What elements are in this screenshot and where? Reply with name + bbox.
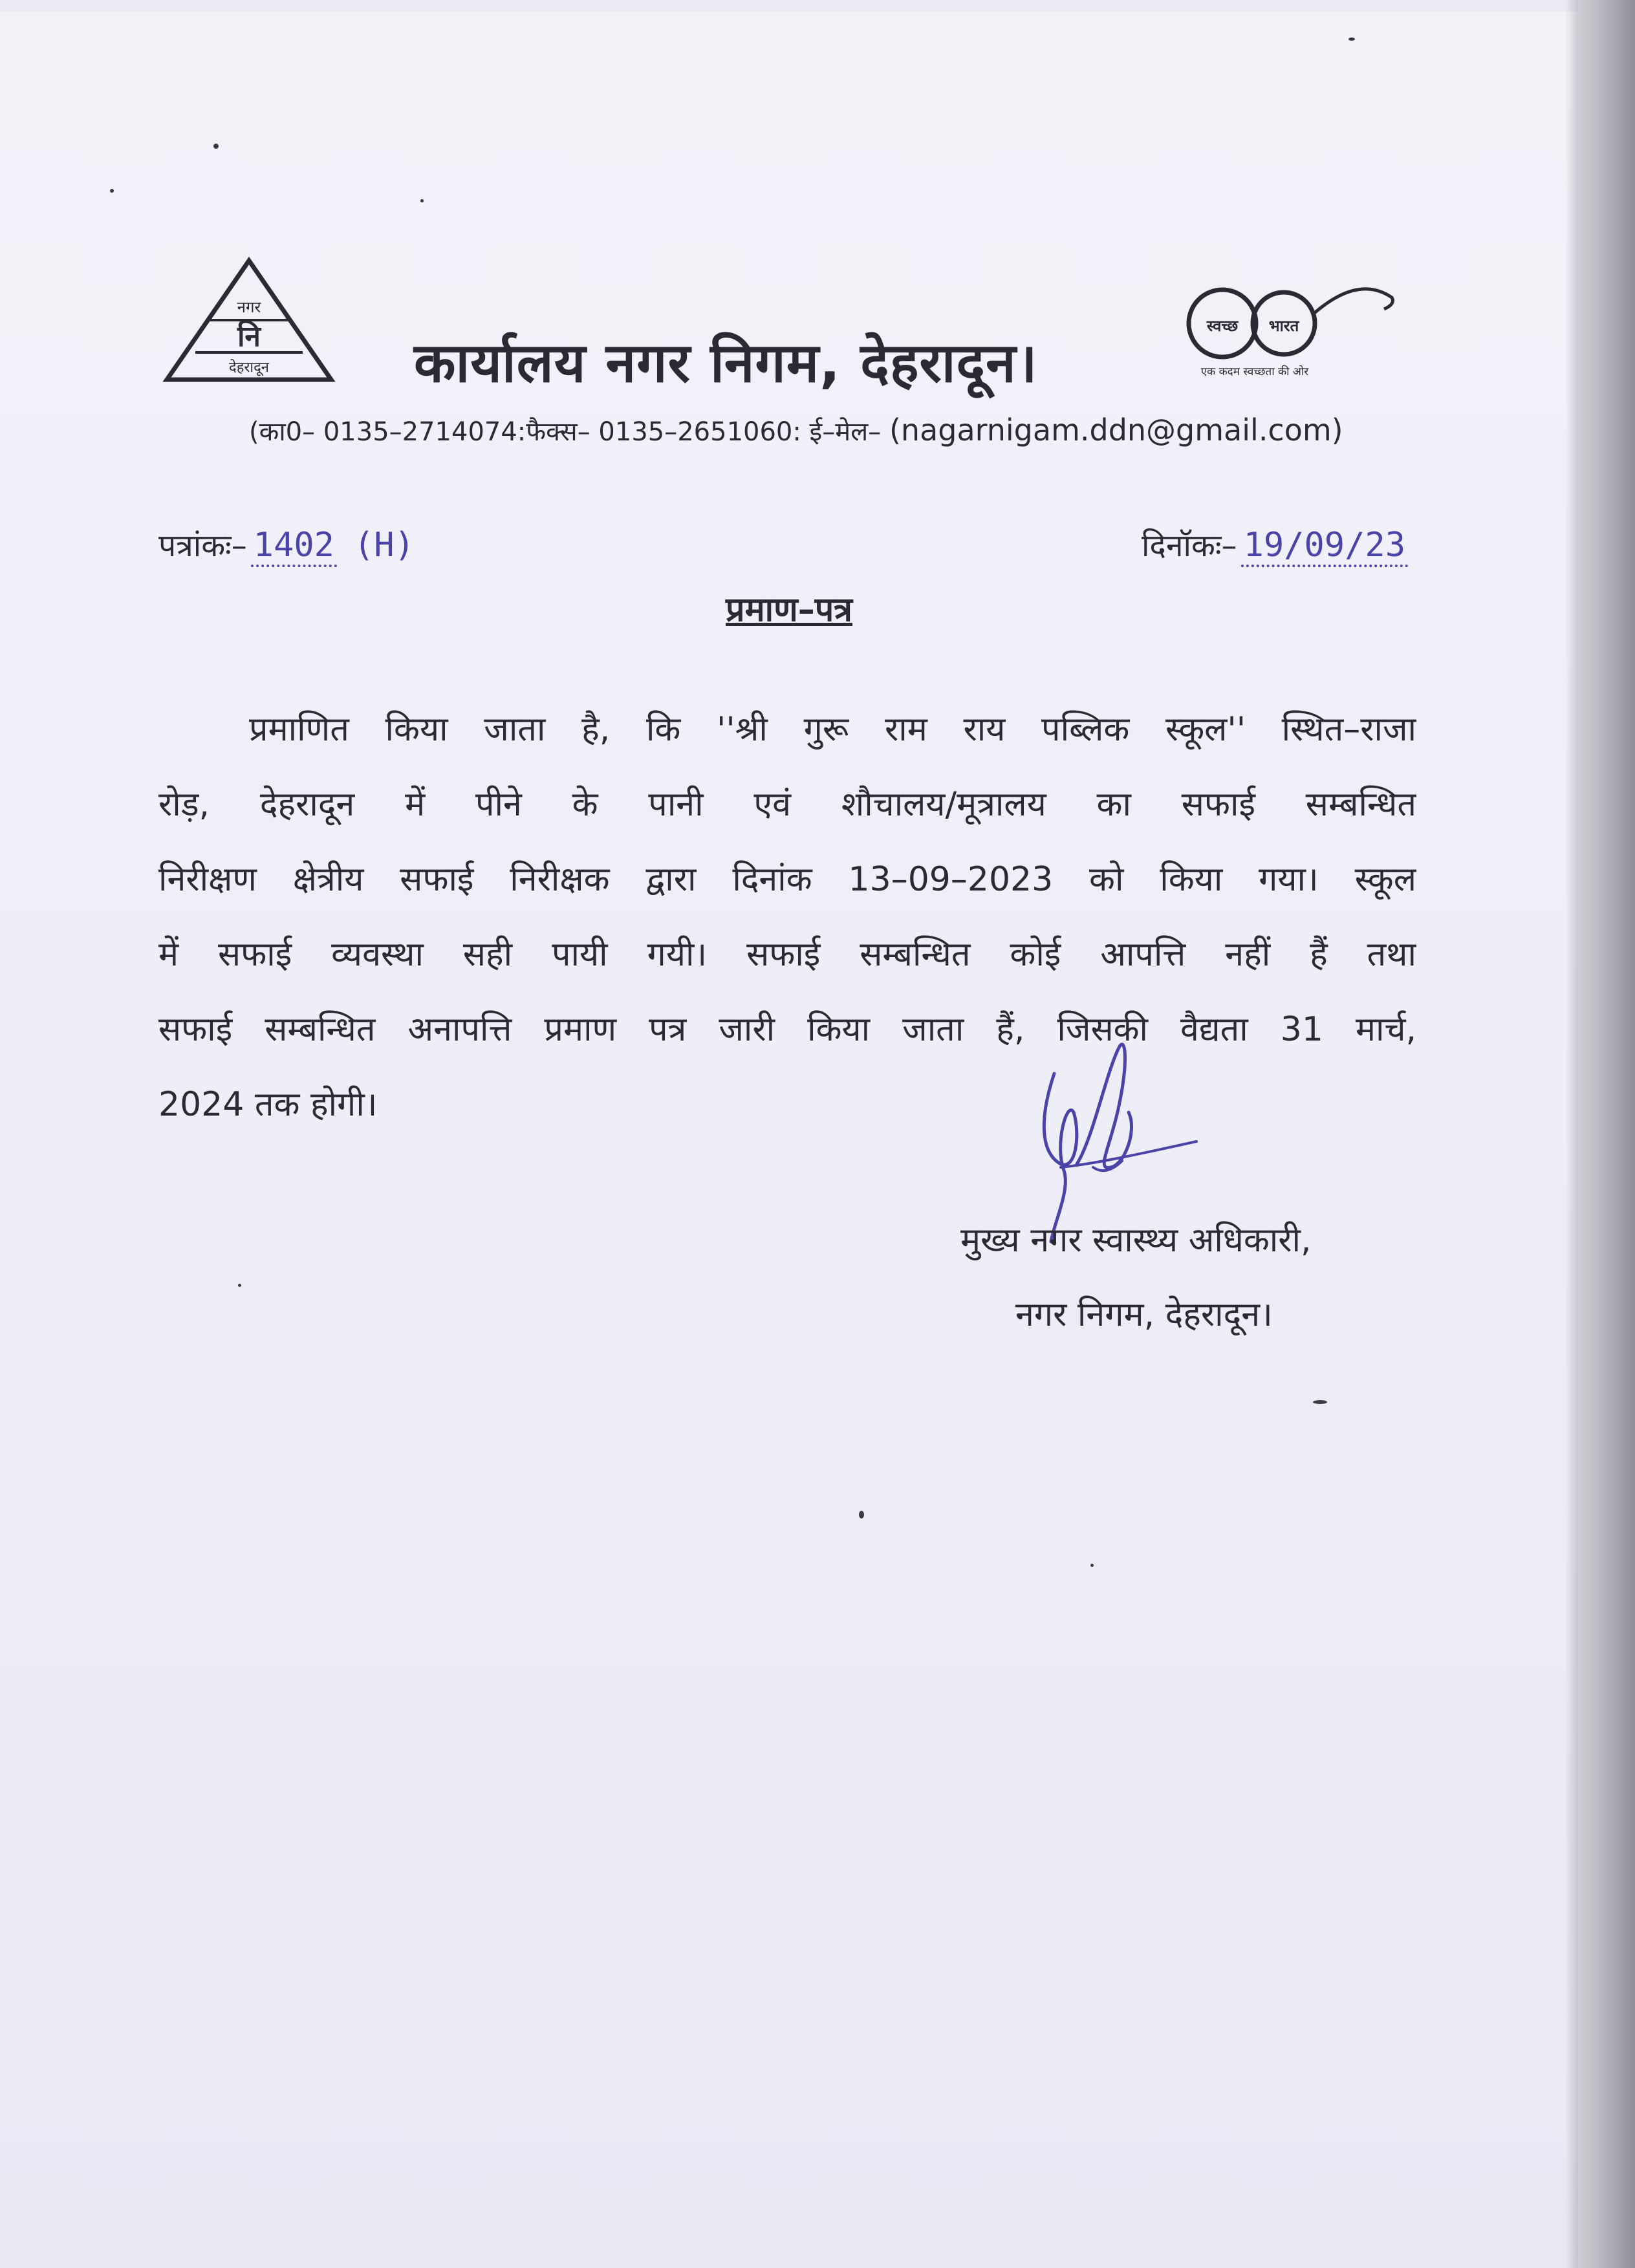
certificate-title: प्रमाण–पत्र bbox=[726, 590, 852, 629]
reference-value: 1402 bbox=[251, 526, 337, 567]
scan-speck bbox=[1348, 38, 1355, 41]
scan-speck bbox=[420, 199, 424, 202]
scanner-edge bbox=[1578, 0, 1635, 2268]
emblem-text-top: नगर bbox=[237, 298, 261, 316]
body-line: में सफाई व्यवस्था सही पायी गयी। सफाई सम्बन्धित कोई आपत्ति नहीं हैं तथा bbox=[158, 935, 1416, 974]
certificate-body bbox=[158, 692, 1416, 1142]
swachh-bharat-logo bbox=[1164, 278, 1397, 382]
issue-date bbox=[1142, 524, 1408, 566]
body-line: निरीक्षण क्षेत्रीय सफाई निरीक्षक द्वारा दिनांक 13–09–2023 को किया गया। स्कूल bbox=[158, 860, 1416, 899]
reference-number bbox=[158, 524, 417, 566]
reference-label: पत्रांकः– bbox=[158, 528, 247, 564]
emblem-text-bottom: देहरादून bbox=[229, 360, 269, 376]
contact-numbers: (का0– 0135–2714074:फैक्स– 0135–2651060: ई–मेल– bbox=[249, 417, 882, 447]
signatory-organization: नगर निगम, देहरादून। bbox=[1015, 1295, 1273, 1334]
signatory-title: मुख्य नगर स्वास्थ्य अधिकारी, bbox=[960, 1221, 1312, 1260]
emblem-text-mid: नि bbox=[237, 320, 261, 353]
body-line: रोड़, देहरादून में पीने के पानी एवं शौचालय/मूत्रालय का सफाई सम्बन्धित bbox=[158, 785, 1416, 824]
swachh-word-2: भारत bbox=[1268, 317, 1299, 335]
body-line: सफाई सम्बन्धित अनापत्ति प्रमाण पत्र जारी किया जाता हैं, जिसकी वैद्यता 31 मार्च, bbox=[158, 1010, 1416, 1049]
date-value: 19/09/23 bbox=[1241, 526, 1408, 567]
scan-speck bbox=[238, 1284, 241, 1287]
scan-speck bbox=[1090, 1564, 1094, 1567]
body-line: प्रमाणित किया जाता है, कि ''श्री गुरू राम राय पब्लिक स्कूल'' स्थित–राजा bbox=[249, 710, 1416, 749]
office-title: कार्यालय नगर निगम, देहरादून। bbox=[414, 331, 1038, 394]
swachh-tagline: एक कदम स्वच्छता की ओर bbox=[1200, 365, 1309, 378]
scan-speck bbox=[859, 1511, 864, 1518]
date-label: दिनॉकः– bbox=[1142, 528, 1237, 564]
contact-email: (nagarnigam.ddn@gmail.com) bbox=[889, 413, 1343, 448]
scan-speck bbox=[213, 144, 219, 149]
scan-speck bbox=[110, 189, 114, 193]
swachh-word-1: स्वच्छ bbox=[1206, 317, 1239, 335]
nagar-nigam-emblem bbox=[162, 255, 336, 385]
scan-speck bbox=[1313, 1400, 1327, 1404]
contact-line bbox=[249, 413, 1343, 448]
reference-suffix: (H) bbox=[354, 526, 415, 565]
body-line: 2024 तक होगी। bbox=[158, 1085, 378, 1124]
